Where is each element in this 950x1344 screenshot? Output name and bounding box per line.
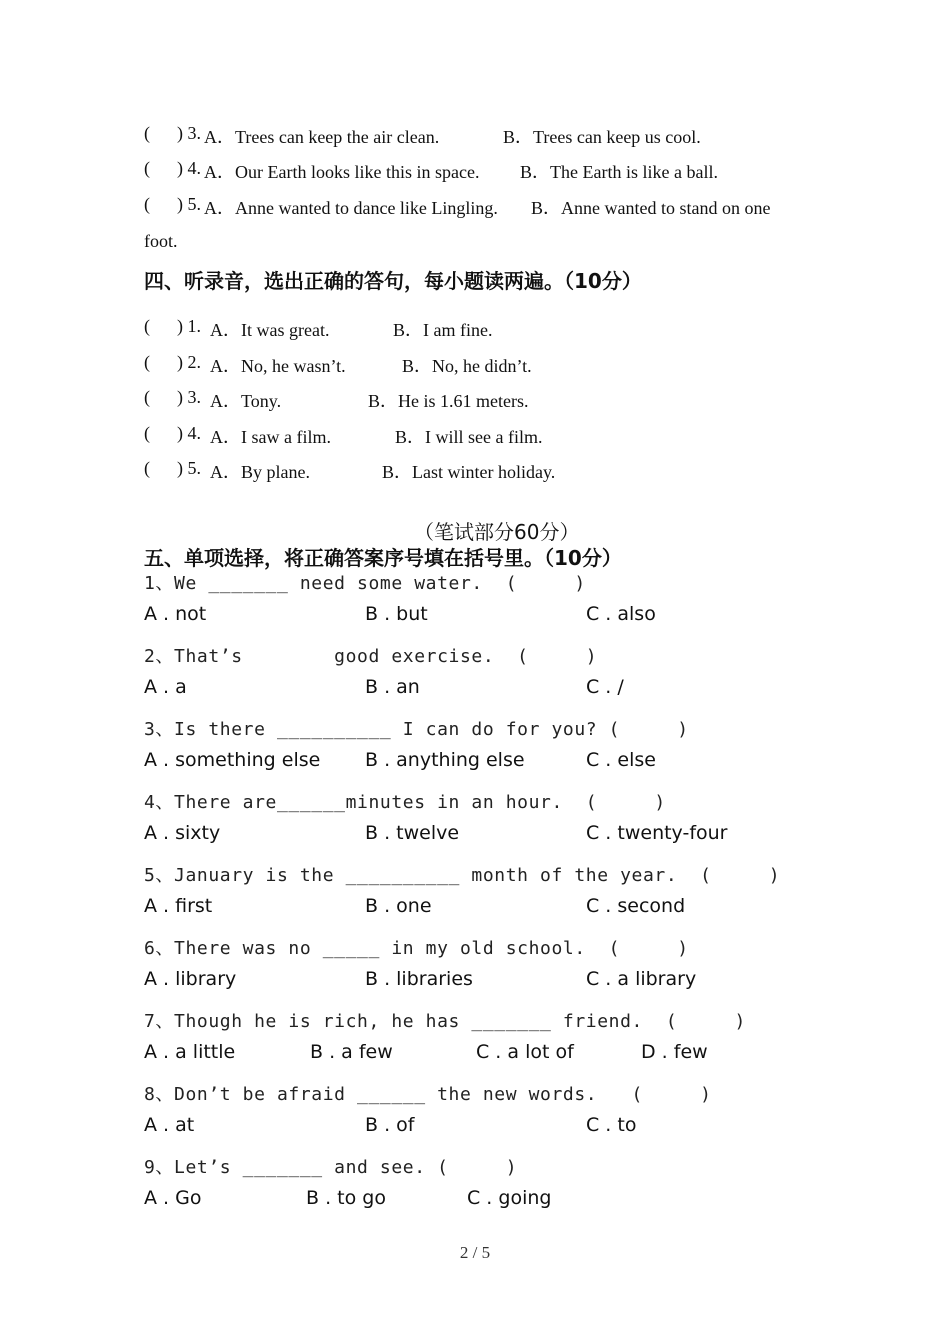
- option-c: C . a lot of: [476, 1041, 574, 1063]
- option-c: C . a library: [586, 968, 697, 990]
- option-b: B . libraries: [365, 968, 473, 990]
- written-part-heading: （笔试部分60分）: [414, 520, 580, 544]
- option-d: D . few: [641, 1041, 708, 1063]
- option-a: A．No, he wasn’t.: [210, 356, 346, 376]
- option-a: A . a: [144, 676, 187, 698]
- option-b: B . to go: [306, 1187, 386, 1209]
- question-text: 4、There are______minutes in an hour. ( ): [144, 792, 666, 813]
- item-number: ( ) 3.: [144, 123, 201, 143]
- option-b: B . one: [365, 895, 432, 917]
- question-text: 7、Though he is rich, he has _______ friend. ( ): [144, 1011, 746, 1032]
- option-c: C . /: [586, 676, 624, 698]
- option-b: B . twelve: [365, 822, 460, 844]
- item-number: ( ) 5.: [144, 458, 201, 478]
- option-c: C . to: [586, 1114, 637, 1136]
- option-a: A . not: [144, 603, 207, 625]
- option-b: B．Trees can keep us cool.: [503, 127, 701, 147]
- question-text: 2、That’s good exercise. ( ): [144, 646, 598, 667]
- option-b: B．I will see a film.: [395, 427, 543, 447]
- question-text: 3、Is there __________ I can do for you? ( ): [144, 719, 689, 740]
- option-a: A . something else: [144, 749, 321, 771]
- option-b: B．No, he didn’t.: [402, 356, 532, 376]
- option-a: A . a little: [144, 1041, 236, 1063]
- option-c: C . else: [586, 749, 656, 771]
- item-number: ( ) 4.: [144, 423, 201, 443]
- option-a: A．Tony.: [210, 391, 282, 411]
- section5-title: 五、单项选择，将正确答案序号填在括号里。（10分）: [144, 546, 622, 570]
- question-text: 9、Let’s _______ and see. ( ): [144, 1157, 518, 1178]
- section4-title: 四、听录音，选出正确的答句，每小题读两遍。（10分）: [144, 269, 642, 293]
- option-c: C . twenty-four: [586, 822, 728, 844]
- option-c: C . also: [586, 603, 656, 625]
- item-number: ( ) 4.: [144, 158, 201, 178]
- option-a: A．It was great.: [210, 320, 330, 340]
- item-number: ( ) 3.: [144, 387, 201, 407]
- option-a: A．Anne wanted to dance like Lingling.: [204, 198, 498, 218]
- page-number: 2 / 5: [459, 1243, 491, 1262]
- option-b: B．Last winter holiday.: [382, 462, 556, 482]
- option-b: B . anything else: [365, 749, 525, 771]
- section3-wrap-text: foot.: [144, 231, 178, 251]
- option-a: A．By plane.: [210, 462, 310, 482]
- option-b: B . a few: [310, 1041, 393, 1063]
- option-a: A . library: [144, 968, 237, 990]
- option-a: A . Go: [144, 1187, 202, 1209]
- option-b: B . of: [365, 1114, 415, 1136]
- option-a: A . at: [144, 1114, 195, 1136]
- option-a: A . sixty: [144, 822, 221, 844]
- option-b: B．Anne wanted to stand on one: [531, 198, 771, 218]
- question-text: 1、We _______ need some water. ( ): [144, 573, 586, 594]
- option-b: B . but: [365, 603, 428, 625]
- option-a: A．Our Earth looks like this in space.: [204, 162, 480, 182]
- question-text: 6、There was no _____ in my old school. ( ): [144, 938, 689, 959]
- option-c: C . second: [586, 895, 686, 917]
- option-b: B . an: [365, 676, 420, 698]
- item-number: ( ) 2.: [144, 352, 201, 372]
- item-number: ( ) 5.: [144, 194, 201, 214]
- option-b: B．I am fine.: [393, 320, 493, 340]
- option-a: A . first: [144, 895, 213, 917]
- question-text: 5、January is the __________ month of the year. ( ): [144, 865, 781, 886]
- option-a: A．I saw a film.: [210, 427, 331, 447]
- option-c: C . going: [467, 1187, 552, 1209]
- option-a: A．Trees can keep the air clean.: [204, 127, 440, 147]
- question-text: 8、Don’t be afraid ______ the new words. ( ): [144, 1084, 712, 1105]
- option-b: B．The Earth is like a ball.: [520, 162, 718, 182]
- option-b: B．He is 1.61 meters.: [368, 391, 529, 411]
- item-number: ( ) 1.: [144, 316, 201, 336]
